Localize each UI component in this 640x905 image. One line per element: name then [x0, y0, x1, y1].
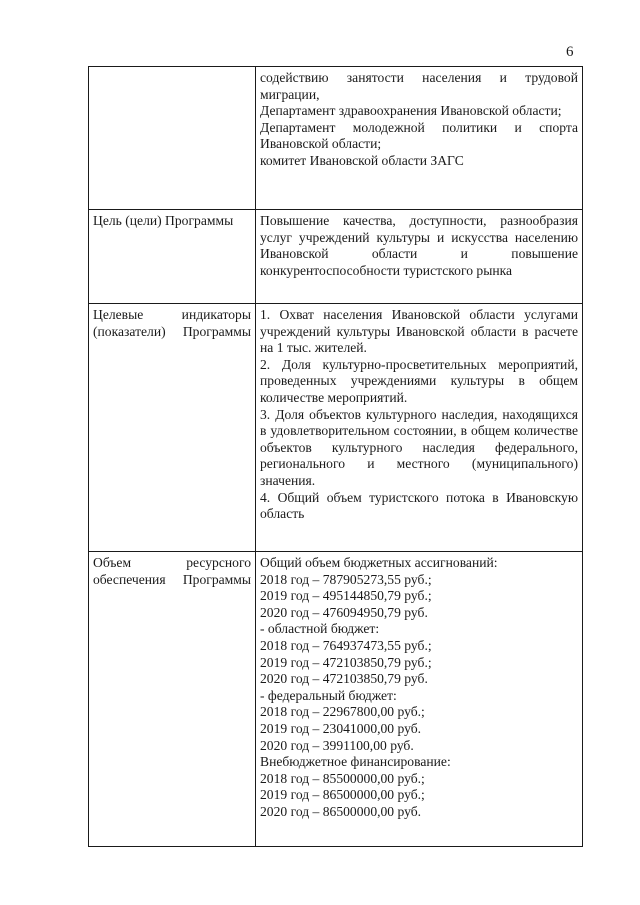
budget-line: 2018 год – 85500000,00 руб.; [260, 770, 425, 786]
table-row [89, 67, 583, 210]
budget-line: - областной бюджет: [260, 621, 380, 637]
budget-line: 2019 год – 23041000,00 руб. [260, 720, 422, 736]
row-content [256, 552, 583, 847]
row-content [256, 304, 583, 552]
budget-line: 2020 год – 3991100,00 руб. [260, 737, 414, 753]
budget-line: 2018 год – 764937473,55 руб.; [260, 637, 432, 653]
budget-line: 2019 год – 86500000,00 руб.; [260, 787, 425, 803]
page-number: 6 [566, 44, 574, 60]
indicator-item: 1. Охват населения Ивановской области услугами учреждений культуры Ивановской области в расчете на 1 тыс. жителей. [260, 307, 578, 356]
budget-line: 2018 год – 787905273,55 руб.; [260, 571, 432, 587]
budget-line: 2019 год – 495144850,79 руб.; [260, 588, 432, 604]
table-row [89, 552, 583, 847]
row-label: Целевые индикаторы (показатели) Программы [89, 304, 256, 552]
executor-line: содействию занятости населения и трудовой миграции, [260, 70, 578, 102]
table-row [89, 210, 583, 304]
budget-line: - федеральный бюджет: [260, 687, 397, 703]
executor-line: Департамент здравоохранения Ивановской области; [260, 103, 562, 119]
budget-line: Внебюджетное финансирование: [260, 754, 451, 770]
row-content [256, 67, 583, 210]
indicator-item: 3. Доля объектов культурного наследия, находящихся в удовлетворительном состоянии, в общем количестве объектов культурного наследия федерального, регионального и местного (муниципального) значения. [260, 406, 578, 488]
row-label [89, 67, 256, 210]
row-label: Цель (цели) Программы [89, 210, 256, 304]
budget-line: 2019 год – 472103850,79 руб.; [260, 654, 432, 670]
table-row [89, 304, 583, 552]
indicator-item: 4. Общий объем туристского потока в Ивановскую область [260, 489, 578, 522]
budget-line: 2018 год – 22967800,00 руб.; [260, 704, 425, 720]
executor-line: комитет Ивановской области ЗАГС [260, 152, 464, 168]
budget-line: Общий объем бюджетных ассигнований: [260, 555, 498, 570]
program-passport-table [88, 66, 583, 847]
executor-line: Департамент молодежной политики и спорта Ивановской области; [260, 119, 578, 152]
row-label: Объем ресурсного обеспечения Программы [89, 552, 256, 847]
indicator-item: 2. Доля культурно-просветительных мероприятий, проведенных учреждениями культуры в общем количестве мероприятий. [260, 356, 578, 405]
budget-line: 2020 год – 476094950,79 руб. [260, 604, 428, 620]
goal-text: Повышение качества, доступности, разнообразия услуг учреждений культуры и искусства населению Ивановской области и повышение конкурентоспособности туристского рынка [256, 210, 583, 304]
budget-line: 2020 год – 86500000,00 руб. [260, 803, 422, 819]
budget-line: 2020 год – 472103850,79 руб. [260, 671, 428, 687]
